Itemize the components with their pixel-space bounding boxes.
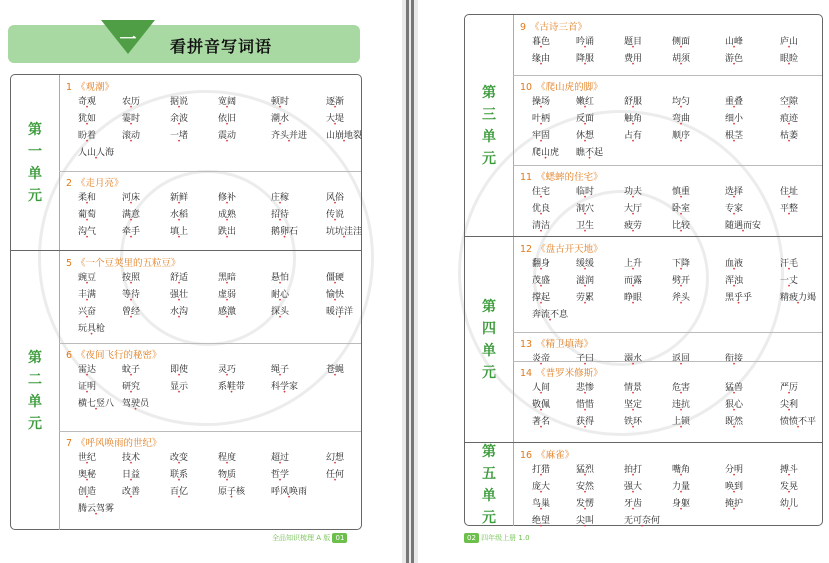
vocab-word: 驾驶员 •: [122, 396, 149, 409]
vocab-word: 比较 •: [672, 218, 690, 231]
vocab-word: 震动 •: [218, 128, 236, 141]
vocab-word: 庄稼 •: [271, 190, 289, 203]
vocab-word: 水沟 •: [170, 304, 188, 317]
vocab-word: 强大 •: [624, 479, 642, 492]
vocab-word: 慎重 •: [672, 184, 690, 197]
lesson-title: [66, 347, 162, 361]
vocab-word: 技术 •: [122, 450, 140, 463]
vocab-word: 研究 •: [122, 379, 140, 392]
vocab-word: 分明 •: [725, 462, 743, 475]
vocab-word: 爬山虎 •: [532, 145, 559, 158]
unit-label-text: 第 四 单 元: [482, 299, 496, 381]
vocab-word: 叶柄 •: [532, 111, 550, 124]
vocab-word: 卫生 •: [576, 218, 594, 231]
vocab-word: 占有 •: [624, 128, 642, 141]
vocab-word: 程度 •: [218, 450, 236, 463]
vocab-word: 悬怕 •: [271, 270, 289, 283]
vocab-word: 搏斗 •: [780, 462, 798, 475]
vocab-word: 创造 •: [78, 484, 96, 497]
vocab-word: 情景 •: [624, 380, 642, 393]
vocab-word: 费用 •: [624, 51, 642, 64]
vocab-word: 愉快 •: [326, 287, 344, 300]
units-table-right: [464, 14, 823, 526]
vocab-word: 掩护 •: [725, 496, 743, 509]
vocab-word: 枯萎 •: [780, 128, 798, 141]
vocab-word: 奔流不息 •: [532, 307, 568, 320]
vocab-word: 灵巧 •: [218, 362, 236, 375]
vocab-word: 余波 •: [170, 111, 188, 124]
vocab-word: 洞穴 •: [576, 201, 594, 214]
footer-right-tag: 1.0: [518, 534, 530, 542]
vocab-word: 惜惜 •: [576, 397, 594, 410]
vocab-word: 住宅 •: [532, 184, 550, 197]
book-gutter: [402, 0, 418, 563]
lesson-name: 《蟋蟀的住宅》: [536, 172, 603, 183]
vocab-word: 苍蝇 •: [326, 362, 344, 375]
vocab-word: 联系 •: [170, 467, 188, 480]
vocab-word: 山峰 •: [725, 34, 743, 47]
vocab-word: 牵手 •: [122, 224, 140, 237]
lesson-name: 《走月亮》: [76, 178, 124, 189]
vocab-word: 侧面 •: [672, 34, 690, 47]
vocab-word: 痕迹 •: [780, 111, 798, 124]
vocab-word: 浑浊 •: [725, 273, 743, 286]
unit-label: [465, 237, 514, 443]
lesson-number: 14: [520, 368, 533, 379]
vocab-word: 尖叫 •: [576, 513, 594, 526]
vocab-word: 滋润 •: [576, 273, 594, 286]
unit-row: [465, 15, 822, 236]
left-page: [0, 0, 402, 563]
lesson-number: 16: [520, 450, 533, 461]
unit-label-text: 第 二 单 元: [28, 349, 42, 432]
vocab-word: 系鞋带 •: [218, 379, 245, 392]
lesson-block: [513, 332, 822, 364]
vocab-word: 子曰 •: [576, 351, 594, 364]
footer-right-page: 02: [464, 533, 479, 543]
lesson-name: 《麻雀》: [536, 450, 575, 461]
lesson-name: 《观潮》: [76, 82, 115, 93]
vocab-word: 眼睑 •: [780, 51, 798, 64]
vocab-word: 横七竖八 •: [78, 396, 114, 409]
lesson-number: 7: [66, 438, 73, 449]
vocab-word: 沟气 •: [78, 224, 96, 237]
vocab-word: 满意 •: [122, 207, 140, 220]
vocab-word: 一丈 •: [780, 273, 798, 286]
vocab-word: 身躯 •: [672, 496, 690, 509]
vocab-word: 既然 •: [725, 414, 743, 427]
vocab-word: 庞大 •: [532, 479, 550, 492]
vocab-word: 瞧不起 •: [576, 145, 603, 158]
vocab-word: 悲惨 •: [576, 380, 594, 393]
vocab-word: 滚动 •: [122, 128, 140, 141]
vocab-word: 劈开 •: [672, 273, 690, 286]
vocab-word: 原子核 •: [218, 484, 245, 497]
vocab-word: 疲劳 •: [624, 218, 642, 231]
vocab-word: 修补 •: [218, 190, 236, 203]
vocab-word: 改变 •: [170, 450, 188, 463]
lesson-block: [513, 443, 822, 526]
lesson-name: 《普罗米修斯》: [536, 368, 603, 379]
vocab-word: 猛兽 •: [725, 380, 743, 393]
vocab-word: 坑坑洼洼 •: [326, 224, 362, 237]
vocab-word: 顿时 •: [271, 94, 289, 107]
vocab-word: 大堤 •: [326, 111, 344, 124]
vocab-word: 舒适 •: [170, 270, 188, 283]
lesson-title: [520, 79, 603, 93]
footer-right-text: 四年级上册: [481, 534, 517, 542]
section-header-banner: [8, 25, 360, 63]
vocab-word: 新鲜 •: [170, 190, 188, 203]
vocab-word: 炎帝 •: [532, 351, 550, 364]
vocab-word: 嫩红 •: [576, 94, 594, 107]
vocab-word: 葡萄 •: [78, 207, 96, 220]
vocab-word: 超过 •: [271, 450, 289, 463]
lesson-name: 《夜间飞行的秘密》: [76, 350, 162, 361]
vocab-word: 铁环 •: [624, 414, 642, 427]
vocab-word: 僵硬 •: [326, 270, 344, 283]
vocab-word: 改善 •: [122, 484, 140, 497]
vocab-word: 证明 •: [78, 379, 96, 392]
vocab-word: 坚定 •: [624, 397, 642, 410]
vocab-word: 鹅卵石 •: [271, 224, 298, 237]
vocab-word: 血液 •: [725, 256, 743, 269]
lesson-block: [513, 237, 822, 332]
vocab-word: 上升 •: [624, 256, 642, 269]
vocab-word: 人间 •: [532, 380, 550, 393]
vocab-word: 打猎 •: [532, 462, 550, 475]
vocab-word: 而露 •: [624, 273, 642, 286]
vocab-word: 猛烈 •: [576, 462, 594, 475]
lesson-title: [520, 365, 603, 379]
lesson-title: [66, 79, 114, 93]
vocab-word: 强壮 •: [170, 287, 188, 300]
lesson-name: 《精卫填海》: [536, 339, 594, 350]
vocab-word: 降服 •: [576, 51, 594, 64]
vocab-word: 霎时 •: [122, 111, 140, 124]
vocab-word: 平整 •: [780, 201, 798, 214]
lesson-title: [66, 255, 181, 269]
right-page: [418, 0, 829, 563]
vocab-word: 柔和 •: [78, 190, 96, 203]
vocab-word: 斧头 •: [672, 290, 690, 303]
vocab-word: 牙齿 •: [624, 496, 642, 509]
section-title: 看拼音写词语: [170, 37, 273, 56]
vocab-word: 精疲力竭 •: [780, 290, 816, 303]
vocab-word: 绳子 •: [271, 362, 289, 375]
vocab-word: 力量 •: [672, 479, 690, 492]
vocab-word: 暖洋洋 •: [326, 304, 353, 317]
footer-left-text: 全品知识梳理 A 版: [272, 534, 331, 542]
vocab-word: 随遇而安 •: [725, 218, 761, 231]
vocab-word: 哲学 •: [271, 467, 289, 480]
vocab-word: 探头 •: [271, 304, 289, 317]
vocab-word: 缓缓 •: [576, 256, 594, 269]
lesson-block: [513, 75, 822, 165]
vocab-word: 呼风唤雨 •: [271, 484, 307, 497]
lesson-block: [59, 171, 361, 250]
vocab-word: 任何 •: [326, 467, 344, 480]
vocab-word: 汗毛 •: [780, 256, 798, 269]
vocab-word: 安然 •: [576, 479, 594, 492]
vocab-word: 庐山 •: [780, 34, 798, 47]
vocab-word: 清洁 •: [532, 218, 550, 231]
vocab-word: 撑起 •: [532, 290, 550, 303]
vocab-word: 盼着 •: [78, 128, 96, 141]
vocab-word: 反面 •: [576, 111, 594, 124]
lesson-name: 《盘古开天地》: [536, 244, 603, 255]
vocab-word: 严厉 •: [780, 380, 798, 393]
vocab-word: 狠心 •: [725, 397, 743, 410]
vocab-word: 山崩地裂 •: [326, 128, 362, 141]
vocab-word: 触角 •: [624, 111, 642, 124]
vocab-word: 潮水 •: [271, 111, 289, 124]
vocab-word: 跌出 •: [218, 224, 236, 237]
vocab-word: 大厅 •: [624, 201, 642, 214]
vocab-word: 拍打 •: [624, 462, 642, 475]
vocab-word: 下降 •: [672, 256, 690, 269]
vocab-word: 宽阔 •: [218, 94, 236, 107]
vocab-word: 世纪 •: [78, 450, 96, 463]
vocab-word: 百亿 •: [170, 484, 188, 497]
unit-row: [11, 75, 361, 250]
vocab-word: 劳累 •: [576, 290, 594, 303]
vocab-word: 顺序 •: [672, 128, 690, 141]
footer-left-page: 01: [332, 533, 347, 543]
vocab-word: 卧室 •: [672, 201, 690, 214]
vocab-word: 优良 •: [532, 201, 550, 214]
vocab-word: 幻想 •: [326, 450, 344, 463]
vocab-word: 根茎 •: [725, 128, 743, 141]
lesson-number: 11: [520, 172, 533, 183]
vocab-word: 逐渐 •: [326, 94, 344, 107]
vocab-word: 科学家 •: [271, 379, 298, 392]
vocab-word: 招待 •: [271, 207, 289, 220]
vocab-word: 住址 •: [780, 184, 798, 197]
vocab-word: 兴奋 •: [78, 304, 96, 317]
vocab-word: 即使 •: [170, 362, 188, 375]
vocab-word: 据说 •: [170, 94, 188, 107]
lesson-number: 1: [66, 82, 73, 93]
unit-label: [465, 443, 514, 526]
vocab-word: 上锁 •: [672, 414, 690, 427]
vocab-word: 愤愤不平 •: [780, 414, 816, 427]
vocab-word: 舒服 •: [624, 94, 642, 107]
lesson-name: 《爬山虎的脚》: [536, 82, 603, 93]
unit-row: [465, 236, 822, 443]
vocab-word: 游色 •: [725, 51, 743, 64]
units-table-left: [10, 74, 362, 530]
vocab-word: 获得 •: [576, 414, 594, 427]
vocab-word: 胡须 •: [672, 51, 690, 64]
vocab-word: 吟诵 •: [576, 34, 594, 47]
vocab-word: 暮色 •: [532, 34, 550, 47]
vocab-word: 功夫 •: [624, 184, 642, 197]
vocab-word: 嘴角 •: [672, 462, 690, 475]
vocab-word: 等待 •: [122, 287, 140, 300]
lesson-number: 13: [520, 339, 533, 350]
vocab-word: 题目 •: [624, 34, 642, 47]
vocab-word: 人山人海 •: [78, 145, 114, 158]
vocab-word: 丰满 •: [78, 287, 96, 300]
vocab-word: 感激 •: [218, 304, 236, 317]
vocab-word: 尖利 •: [780, 397, 798, 410]
vocab-word: 睁眼 •: [624, 290, 642, 303]
vocab-word: 发晃 •: [780, 479, 798, 492]
vocab-word: 曾经 •: [122, 304, 140, 317]
vocab-word: 茂盛 •: [532, 273, 550, 286]
vocab-word: 危害 •: [672, 380, 690, 393]
lesson-block: [513, 15, 822, 75]
vocab-word: 依旧 •: [218, 111, 236, 124]
vocab-word: 细小 •: [725, 111, 743, 124]
vocab-word: 黑乎乎 •: [725, 290, 752, 303]
section-number: 一: [119, 30, 137, 50]
vocab-word: 幼儿 •: [780, 496, 798, 509]
vocab-word: 缘由 •: [532, 51, 550, 64]
vocab-word: 专家 •: [725, 201, 743, 214]
vocab-word: 弯曲 •: [672, 111, 690, 124]
vocab-word: 齐头并进 •: [271, 128, 307, 141]
lesson-block: [513, 165, 822, 236]
vocab-word: 虚弱 •: [218, 287, 236, 300]
unit-label: [11, 251, 60, 530]
lesson-block: [59, 431, 361, 530]
vocab-word: 按照 •: [122, 270, 140, 283]
lesson-title: [520, 336, 593, 350]
vocab-word: 显示 •: [170, 379, 188, 392]
vocab-word: 奥秘 •: [78, 467, 96, 480]
lesson-number: 9: [520, 22, 527, 33]
lesson-number: 12: [520, 244, 533, 255]
vocab-word: 水稻 •: [170, 207, 188, 220]
footer-left: [272, 533, 347, 543]
vocab-word: 休想 •: [576, 128, 594, 141]
vocab-word: 溺水 •: [624, 351, 642, 364]
vocab-word: 无可奈何 •: [624, 513, 660, 526]
vocab-word: 牢固 •: [532, 128, 550, 141]
vocab-word: 犹如 •: [78, 111, 96, 124]
vocab-word: 空隙 •: [780, 94, 798, 107]
lesson-number: 2: [66, 178, 73, 189]
vocab-word: 填上 •: [170, 224, 188, 237]
unit-label-text: 第 五 单 元: [482, 443, 496, 526]
lesson-title: [520, 169, 603, 183]
vocab-word: 选择 •: [725, 184, 743, 197]
vocab-word: 物质 •: [218, 467, 236, 480]
vocab-word: 豌豆 •: [78, 270, 96, 283]
vocab-word: 鸟巢 •: [532, 496, 550, 509]
vocab-word: 返回 •: [672, 351, 690, 364]
vocab-word: 敬佩 •: [532, 397, 550, 410]
unit-label: [465, 15, 514, 236]
vocab-word: 翻身 •: [532, 256, 550, 269]
vocab-word: 耐心 •: [271, 287, 289, 300]
vocab-word: 操场 •: [532, 94, 550, 107]
vocab-word: 成熟 •: [218, 207, 236, 220]
lesson-title: [66, 435, 162, 449]
vocab-word: 日益 •: [122, 467, 140, 480]
vocab-word: 均匀 •: [672, 94, 690, 107]
vocab-word: 黑暗 •: [218, 270, 236, 283]
vocab-word: 风俗 •: [326, 190, 344, 203]
lesson-block: [513, 361, 822, 443]
vocab-word: 农历 •: [122, 94, 140, 107]
lesson-number: 10: [520, 82, 533, 93]
unit-row: [465, 442, 822, 526]
lesson-block: [59, 251, 361, 343]
vocab-word: 一堵 •: [170, 128, 188, 141]
vocab-word: 重叠 •: [725, 94, 743, 107]
unit-row: [11, 250, 361, 530]
vocab-word: 违抗 •: [672, 397, 690, 410]
vocab-word: 玩具枪 •: [78, 321, 105, 334]
vocab-word: 奇观 •: [78, 94, 96, 107]
vocab-word: 河床 •: [122, 190, 140, 203]
vocab-word: 雷达 •: [78, 362, 96, 375]
unit-label: [11, 75, 60, 250]
vocab-word: 绝望 •: [532, 513, 550, 526]
lesson-block: [59, 343, 361, 431]
vocab-word: 著名 •: [532, 414, 550, 427]
lesson-title: [520, 241, 603, 255]
vocab-word: 传说 •: [326, 207, 344, 220]
vocab-word: 唤到 •: [725, 479, 743, 492]
lesson-title: [66, 175, 124, 189]
vocab-word: 腾云驾雾 •: [78, 501, 114, 514]
vocab-word: 临时 •: [576, 184, 594, 197]
vocab-word: 发愣 •: [576, 496, 594, 509]
lesson-block: [59, 75, 361, 171]
footer-right: [464, 533, 530, 543]
lesson-name: 《呼风唤雨的世纪》: [76, 438, 162, 449]
lesson-name: 《一个豆荚里的五粒豆》: [76, 258, 181, 269]
vocab-word: 衔接 •: [725, 351, 743, 364]
vocab-word: 蚊子 •: [122, 362, 140, 375]
lesson-title: [520, 19, 587, 33]
lesson-number: 6: [66, 350, 73, 361]
lesson-number: 5: [66, 258, 73, 269]
lesson-title: [520, 447, 574, 461]
unit-label-text: 第 一 单 元: [28, 121, 42, 204]
unit-label-text: 第 三 单 元: [482, 84, 496, 167]
lesson-name: 《古诗三首》: [530, 22, 588, 33]
